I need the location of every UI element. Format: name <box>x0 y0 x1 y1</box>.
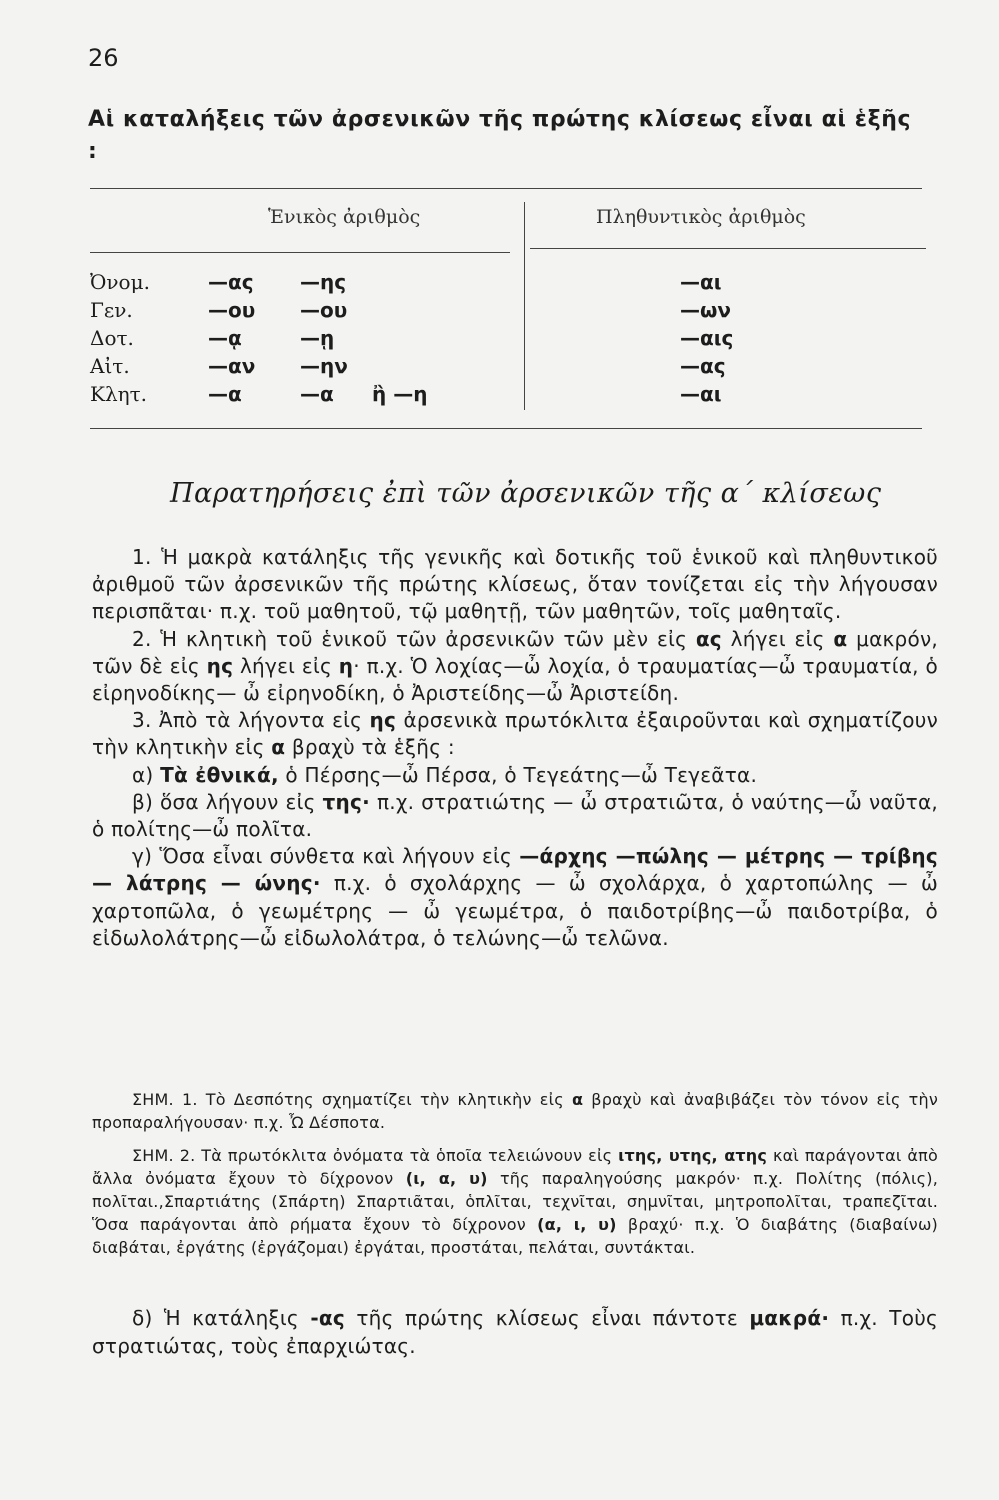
plural-header-rule <box>530 248 926 249</box>
singular-header: Ἑνικὸς ἀριθμὸς <box>268 206 421 228</box>
singular-ending-alt: ἢ —η <box>372 382 428 406</box>
observation-3b: β) ὅσα λήγουν εἰς της· π.χ. στρατιώτης — ὦ στρατιῶτα, ὁ ναύτης—ὦ ναῦτα, ὁ πολίτης—ὦ πολῖτα. <box>92 789 938 842</box>
singular-header-rule <box>90 252 510 253</box>
observations-body <box>92 544 938 952</box>
note-2: ΣΗΜ. 2. Τὰ πρωτόκλιτα ὀνόματα τὰ ὁποῖα τελειώνουν εἰς ιτης, υτης, ατης καὶ παράγονται ἀπὸ ἄλλα ὀνόματα ἔχουν τὸ δίχρονον (ι, α, υ) τῆς παραληγούσης μακρόν· π.χ. Πολίτης (πόλις), πολῖται.,Σπαρτιάτης (Σπάρτη) Σπαρτιᾶται, ὁπλῖται, τεχνῖται, σημνῖται, μητροπολῖται, τραπεζῖται. Ὅσα παράγονται ἀπὸ ρήματα ἔχουν τὸ δίχρονον (α, ι, υ) βραχύ· π.χ. Ὁ διαβάτης (διαβαίνω) διαβάται, ἐργάτης (ἐργάζομαι) ἐργάται, προστάται, πελάται, συντάκται. <box>92 1146 938 1257</box>
plural-ending: —αι <box>680 382 722 406</box>
plural-ending: —ων <box>680 298 732 322</box>
plural-header: Πληθυντικὸς ἀριθμὸς <box>596 206 806 228</box>
case-label: Ὀνομ. <box>90 270 150 294</box>
singular-ending: —ου <box>300 298 348 322</box>
table-column-divider <box>524 202 525 410</box>
plural-ending: —αις <box>680 326 734 350</box>
plural-ending: —ας <box>680 354 726 378</box>
singular-ending: —ην <box>300 354 348 378</box>
page-number: 26 <box>88 44 119 72</box>
case-label: Κλητ. <box>90 382 148 406</box>
singular-ending: —ου <box>208 298 256 322</box>
note-1: ΣΗΜ. 1. Τὸ Δεσπότης σχηματίζει τὴν κλητικὴν εἰς α βραχὺ καὶ ἀναβιβάζει τὸν τόνον εἰς τὴν προπαραλήγουσαν· π.χ. Ὦ Δέσποτα. <box>92 1090 938 1132</box>
singular-ending: —α <box>300 382 334 406</box>
section-heading: Αἱ καταλήξεις τῶν ἀρσενικῶν τῆς πρώτης κλίσεως εἶναι αἱ ἑξῆς : <box>88 107 912 164</box>
singular-ending: —α <box>208 382 242 406</box>
table-top-rule <box>90 188 922 189</box>
case-label: Αἰτ. <box>90 354 130 378</box>
case-label: Δοτ. <box>90 326 134 350</box>
plural-ending: —αι <box>680 270 722 294</box>
singular-ending: —ας <box>208 270 254 294</box>
observation-3c: γ) Ὅσα εἶναι σύνθετα καὶ λήγουν εἰς —άρχης —πώλης — μέτρης — τρίβης — λάτρης — ώνης· π.χ. ὁ σχολάρχης — ὦ σχολάρχα, ὁ χαρτοπώλης — ὦ χαρτοπῶλα, ὁ γεωμέτρης — ὦ γεωμέτρα, ὁ παιδοτρίβης—ὦ παιδοτρίβα, ὁ εἰδωλολάτρης—ὦ εἰδωλολάτρα, ὁ τελώνης—ὦ τελῶνα. <box>92 844 939 950</box>
case-label: Γεν. <box>90 298 133 322</box>
singular-ending: —αν <box>208 354 256 378</box>
observation-1: 1. Ἡ μακρὰ κατάληξις τῆς γενικῆς καὶ δοτικῆς τοῦ ἑνικοῦ καὶ πληθυντικοῦ ἀριθμοῦ τῶν ἀρσενικῶν τῆς πρώτης κλίσεως, ὅταν τονίζεται εἰς τὴν λήγουσαν περισπᾶται· π.χ. τοῦ μαθητοῦ, τῷ μαθητῇ, τῶν μαθητῶν, τοῖς μαθηταῖς. <box>92 545 938 624</box>
table-bottom-rule <box>90 428 922 429</box>
singular-ending: —ᾳ <box>208 326 242 350</box>
observation-3: 3. Ἀπὸ τὰ λήγοντα εἰς ης ἀρσενικὰ πρωτόκλιτα ἐξαιροῦνται καὶ σχηματίζουν τὴν κλητικὴν εἰς α βραχὺ τὰ ἑξῆς : <box>92 708 939 760</box>
singular-ending: —ῃ <box>300 326 335 350</box>
observation-3a: α) Τὰ ἐθνικά, ὁ Πέρσης—ὦ Πέρσα, ὁ Τεγεάτης—ὦ Τεγεᾶτα. <box>132 762 758 787</box>
observations-title: Παρατηρήσεις ἐπὶ τῶν ἀρσενικῶν τῆς α΄ κλίσεως <box>170 478 882 509</box>
notes-block <box>92 1088 938 1259</box>
observation-3d: δ) Ἡ κατάληξις -ας τῆς πρώτης κλίσεως εἶναι πάντοτε μακρά· π.χ. Τοὺς στρατιώτας, τοὺς ἐπαρχιώτας. <box>92 1306 939 1358</box>
observation-2: 2. Ἡ κλητικὴ τοῦ ἑνικοῦ τῶν ἀρσενικῶν τῶν μὲν εἰς ας λήγει εἰς α μακρόν, τῶν δὲ εἰς ης λήγει εἰς η· π.χ. Ὁ λοχίας—ὦ λοχία, ὁ τραυματίας—ὦ τραυματία, ὁ εἰρηνοδίκης— ὦ εἰρηνοδίκη, ὁ Ἀριστείδης—ὦ Ἀριστείδη. <box>92 626 939 706</box>
singular-ending: —ης <box>300 270 347 294</box>
